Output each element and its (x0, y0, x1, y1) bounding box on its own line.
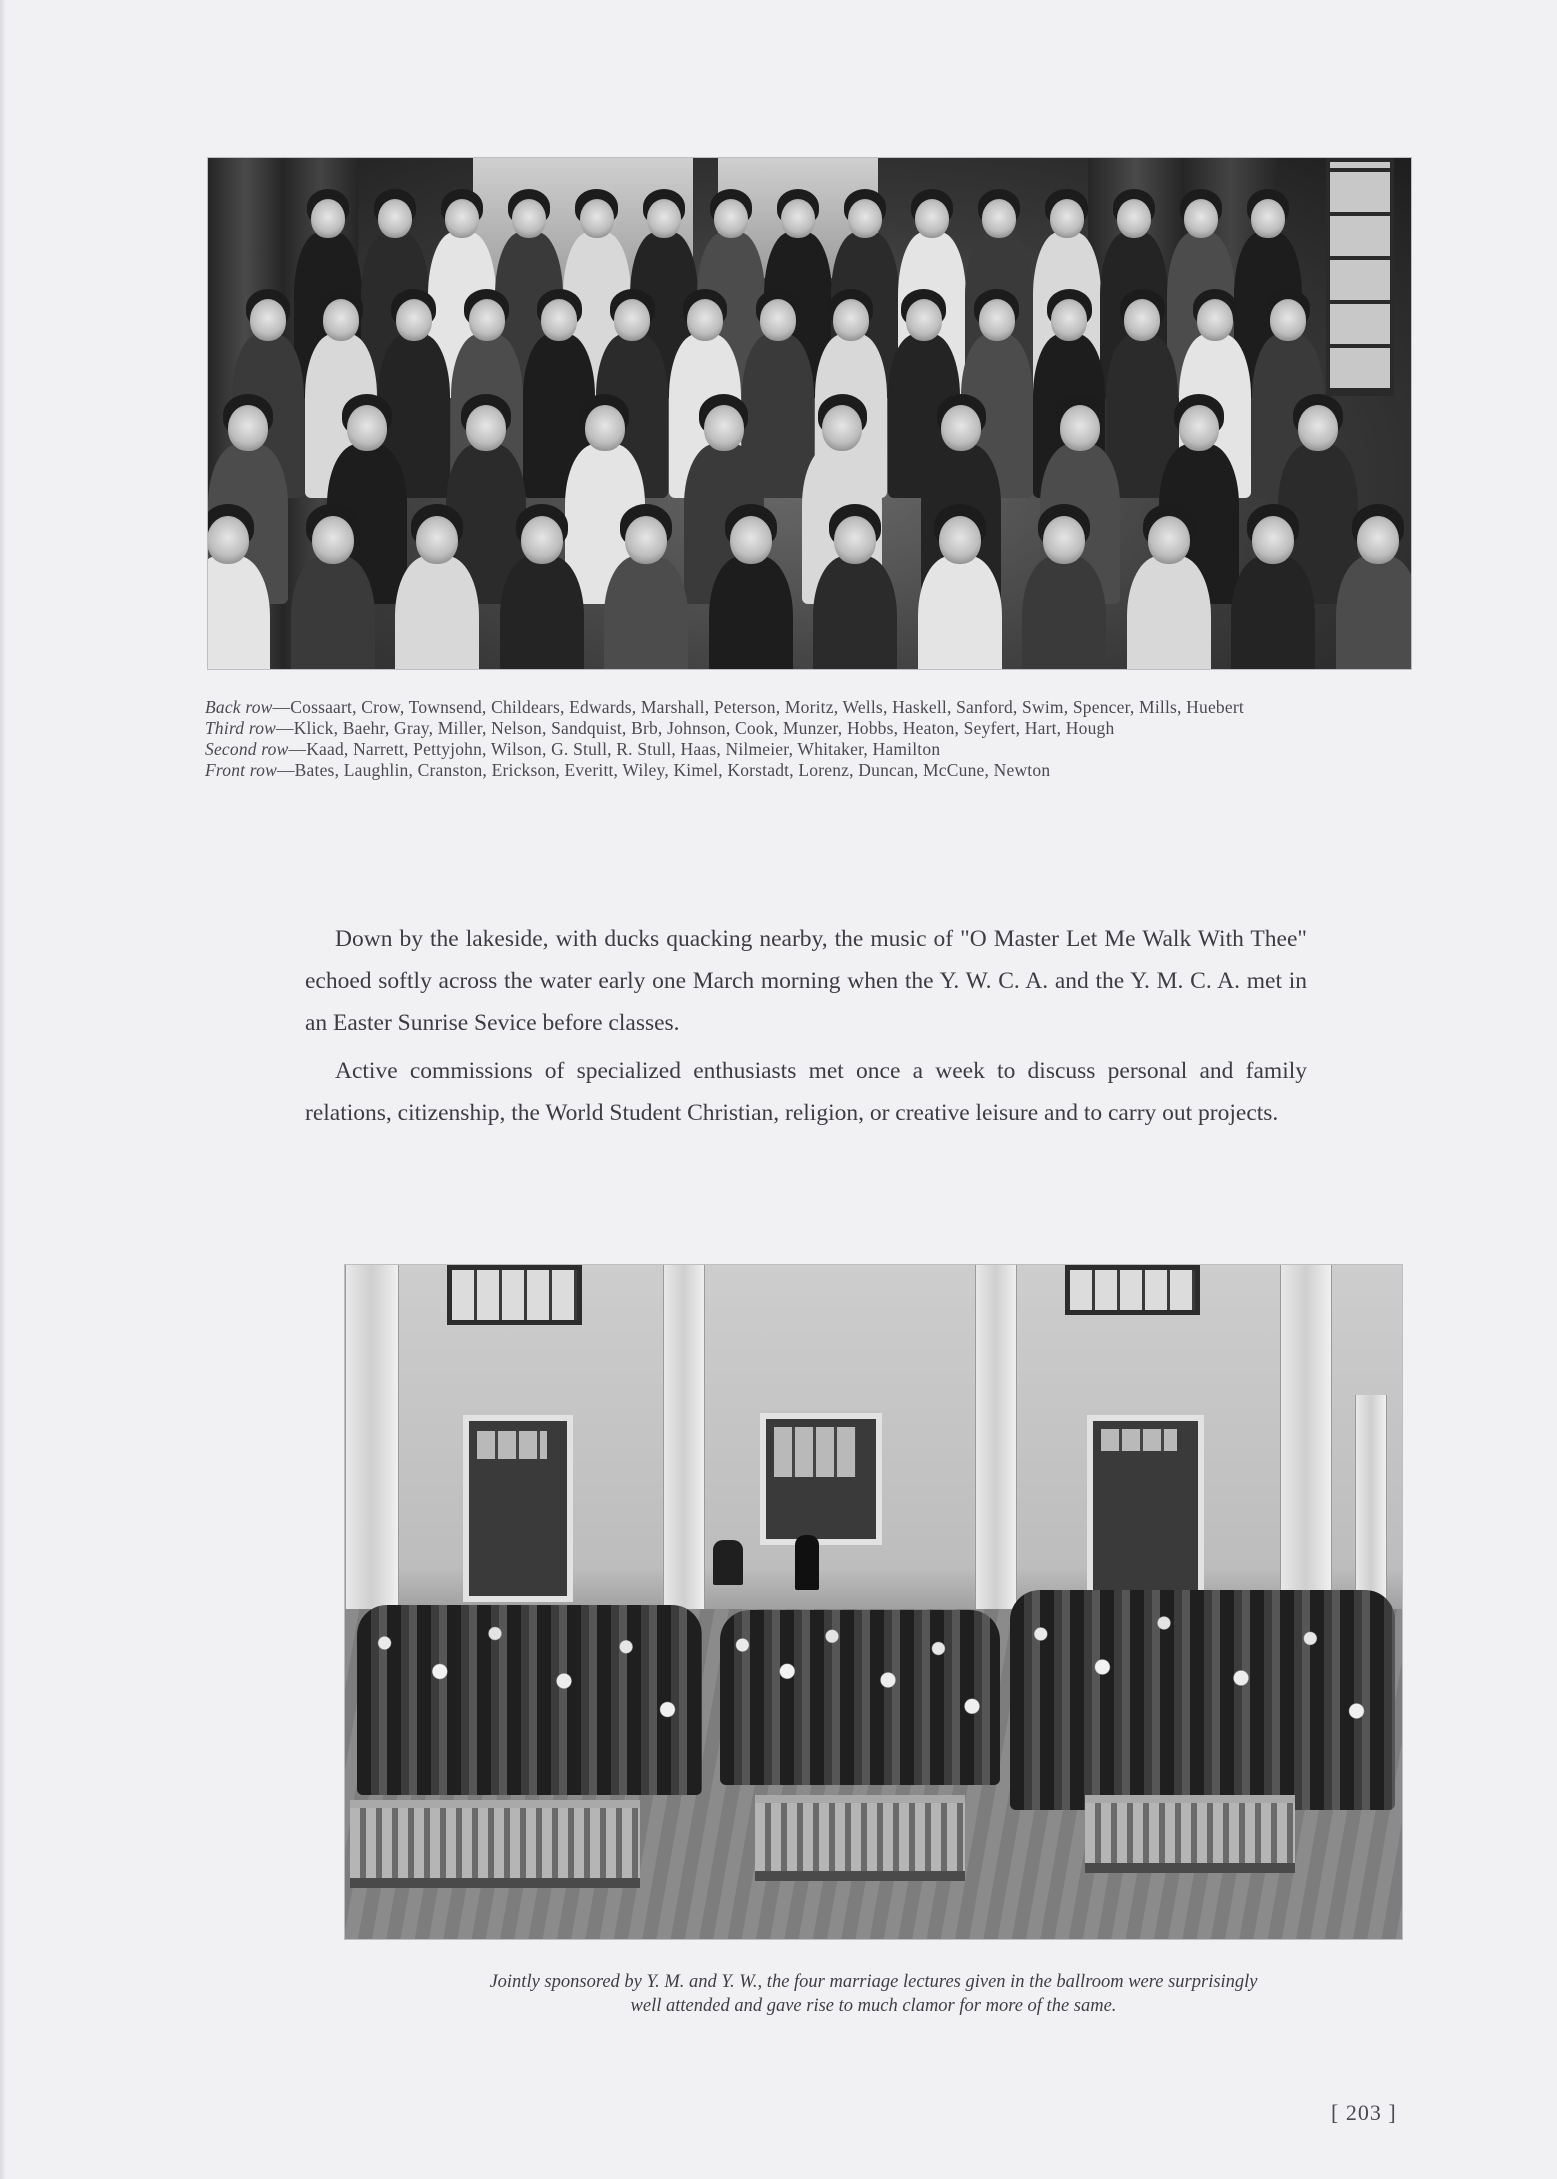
caption-line: well attended and gave rise to much clamor for more of the same. (630, 1996, 1117, 2016)
audience-center (720, 1610, 1000, 1785)
group-member (604, 508, 688, 669)
row-label: Back row (205, 697, 273, 717)
group-member (1127, 508, 1211, 669)
page-number: [ 203 ] (1331, 2100, 1397, 2125)
row-label: Third row (205, 718, 277, 738)
group-member (395, 508, 479, 669)
body-text (305, 918, 1307, 1140)
group-member (1022, 508, 1106, 669)
row-names: —Cossaart, Crow, Townsend, Childears, Edwards, Marshall, Peterson, Moritz, Wells, Haskell, Sanford, Swim, Spencer, Mills, Huebert (272, 697, 1244, 717)
doorway-right (1087, 1415, 1204, 1602)
caption-back-row (205, 697, 1415, 718)
row-names: —Klick, Baehr, Gray, Miller, Nelson, Sandquist, Brb, Johnson, Cook, Munzer, Hobbs, Heaton, Seyfert, Hart, Hough (276, 718, 1115, 738)
row-names: —Bates, Laughlin, Cranston, Erickson, Everitt, Wiley, Kimel, Korstadt, Lorenz, Duncan, McCune, Newton (276, 760, 1051, 780)
audience-right (1010, 1590, 1395, 1810)
pillar (663, 1265, 705, 1610)
group-member (709, 508, 793, 669)
group-member (918, 508, 1002, 669)
doorway-left (463, 1415, 573, 1602)
caption-third-row (205, 718, 1415, 739)
row-names: —Kaad, Narrett, Pettyjohn, Wilson, G. Stull, R. Stull, Haas, Nilmeier, Whitaker, Hamilton (288, 739, 941, 759)
group-member (500, 508, 584, 669)
chair (713, 1540, 743, 1585)
audience-left (357, 1605, 702, 1795)
pillar (345, 1265, 399, 1610)
paragraph: Down by the lakeside, with ducks quacking nearby, the music of "O Master Let Me Walk With Thee" echoed softly across the water early one March morning when the Y. W. C. A. and the Y. M. C. A. met in an Easter Sunrise Sevice before classes. (305, 926, 1307, 1036)
caption-front-row (205, 760, 1415, 781)
bench (350, 1800, 640, 1888)
caption-second-row (205, 739, 1415, 760)
pillar (975, 1265, 1017, 1610)
group-member (208, 508, 270, 669)
page-edge (0, 0, 6, 2179)
group-member (1231, 508, 1315, 669)
pillar (1280, 1265, 1332, 1610)
upper-window (1065, 1265, 1200, 1315)
group-photo (208, 158, 1411, 669)
group-member (1336, 508, 1411, 669)
upper-window (447, 1265, 582, 1325)
speaker-figure (795, 1535, 819, 1590)
ballroom-photo (345, 1265, 1402, 1939)
group-member (813, 508, 897, 669)
row-label: Second row (205, 739, 289, 759)
group-photo-caption (205, 697, 1415, 781)
paragraph: Active commissions of specialized enthusiasts met once a week to discuss personal and family relations, citizenship, the World Student Christian, religion, or creative leisure and to carry out projects. (305, 1058, 1307, 1126)
ballroom-photo-caption (345, 1970, 1402, 2018)
bench (1085, 1795, 1295, 1873)
caption-line: Jointly sponsored by Y. M. and Y. W., the four marriage lectures given in the ballroom were surprisingly (489, 1972, 1258, 1992)
row-label: Front row (205, 760, 277, 780)
doorway-center (760, 1413, 882, 1545)
window (1326, 158, 1394, 396)
group-member (291, 508, 375, 669)
bench (755, 1795, 965, 1881)
